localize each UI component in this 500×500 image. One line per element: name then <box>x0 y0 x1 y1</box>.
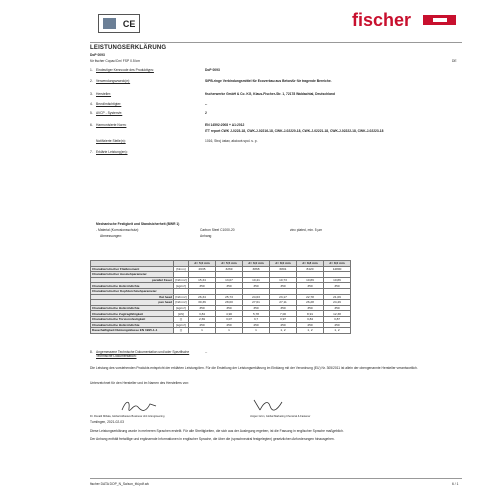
table-cell: 350 <box>270 283 297 289</box>
table-cell: 3,07 <box>216 316 243 322</box>
table-cell: 350 <box>243 283 270 289</box>
row-label: Charakteristische Zugtragfähigkeit <box>91 311 174 317</box>
table-cell: 10,89 <box>297 277 324 283</box>
table-cell: 26,28 <box>297 300 324 306</box>
item-number: 6. <box>90 123 93 127</box>
item-value: DoP 0093 <box>205 68 220 72</box>
table-cell: 5,78 <box>243 311 270 317</box>
item-value: ITT report CWK J-0223-18, CWK-J-02216-18, CWK-J-02220-18, CWK-J-02221-18, CWK-J-02222-18, CWK-J-02223-18 <box>205 129 384 133</box>
table-cell: 3,97 <box>270 316 297 322</box>
item-8-label: Angemessene Technische Dokumentation und/oder Spezifische Technische Dokumentation: <box>96 350 190 358</box>
table-cell: 350 <box>189 305 216 311</box>
item-8-value: -- <box>205 350 208 354</box>
signature-2-icon <box>250 396 286 414</box>
item-label: Verwendungszweck(e): <box>96 79 131 83</box>
dop-number: DoP 0093 <box>90 53 105 57</box>
coating-value: zinc plated, min. 5 µm <box>290 228 323 232</box>
row-unit: [N/mm²] <box>175 278 187 283</box>
signed-for-paragraph: Unterzeichnet für den Hersteller und im Namen des Herstellers von: <box>90 381 189 385</box>
footer-filename: fischer DATA DOP_N_Sa/scn_tfd.pdf.wk <box>90 482 149 486</box>
row-unit: [kg/m³] <box>174 283 189 289</box>
item-label: Eindeutiger Kenncode des Produkttyps: <box>96 68 154 72</box>
column-header: d= 5,5 mm <box>216 261 243 267</box>
row-label: Charakteristische Holzrohdichte <box>91 283 174 289</box>
signature-1-icon <box>120 398 160 414</box>
table-cell: 450 <box>216 322 243 328</box>
document-title: LEISTUNGSERKLÄRUNG <box>90 45 167 51</box>
item-number: 7. <box>90 150 93 154</box>
table-cell: 12,38 <box>324 311 351 317</box>
row-label: Charakteristische Torsionsfestigkeit <box>91 316 174 322</box>
table-cell: 450 <box>297 322 324 328</box>
place-date: Tumlingen, 2021-02-03 <box>90 420 124 424</box>
table-cell: 2635 <box>189 266 216 272</box>
table-cell: 350 <box>243 305 270 311</box>
table-cell: 3,84 <box>189 311 216 317</box>
table-cell: 10,73 <box>270 277 297 283</box>
row-unit: [kg/m³] <box>174 322 189 328</box>
item-label: Erklärte Leistung(en): <box>96 150 128 154</box>
row-unit: [ ] <box>174 316 189 322</box>
brand-logo: fischer <box>352 10 412 30</box>
column-header: d= 8,0 mm <box>270 261 297 267</box>
table-cell: 1, 2 <box>297 328 324 334</box>
row-label: Charakteristischer Ausziehparameter <box>91 272 174 278</box>
table-cell: 10,86 <box>324 277 351 283</box>
signer-2-name: Jürgen Grün, Global Marketing Chemical & Fastener <box>250 415 311 418</box>
item-number: 4. <box>90 102 93 106</box>
table-cell: 8,91 <box>297 311 324 317</box>
row-label: flat head <box>91 294 174 300</box>
table-cell: 14800 <box>324 266 351 272</box>
page-number: 6 / 1 <box>452 482 459 486</box>
footer-divider <box>90 478 462 479</box>
table-cell: 450 <box>189 322 216 328</box>
table-cell: 3868 <box>243 266 270 272</box>
row-unit: [N/mm²] <box>175 300 187 305</box>
table-cell: 28,00 <box>216 300 243 306</box>
table-cell: 350 <box>270 305 297 311</box>
row-label: Dauerhaftigkeit Nutzungsklasse EN 1995-1-1 <box>91 328 174 334</box>
item-number: 1. <box>90 68 93 72</box>
item-value: -- <box>205 102 208 106</box>
item-number: 5. <box>90 111 93 115</box>
annex-note: Der Anhang enthält freiwillige und ergänzende Informationen in englischer Sprache, die über die (sprachneutral festgelegten) gesetzlichen Anforderungen hinausgehen. <box>90 437 335 441</box>
row-unit: [kg/m³] <box>174 305 189 311</box>
table-row <box>91 328 351 334</box>
performance-table <box>90 260 351 334</box>
column-header: d= 8,8 mm <box>297 261 324 267</box>
column-header: d= 5,0 mm <box>189 261 216 267</box>
table-cell: 3269 <box>216 266 243 272</box>
eu-flag-icon <box>103 18 116 29</box>
language-note: Diese Leistungserklärung wurde in mehreren Sprachen erstellt. Für alle Streitigkeiten, die sich aus der Auslegung ergeben, ist die Fassung in englischer Sprache maßgeblich. <box>90 429 344 433</box>
material-label: - Material (Korrosionsschutz): <box>96 228 140 232</box>
row-label: Charakteristischer Kopfdurchziehparameter <box>91 288 174 294</box>
table-cell: 350 <box>324 283 351 289</box>
row-label: Charakteristische Holzrohdichte <box>91 305 174 311</box>
table-cell: 15,34 <box>189 277 216 283</box>
row-unit: [Nmm] <box>174 266 189 272</box>
item-value: 1016, Stroj ústav, akciová spol. s. p. <box>205 139 258 143</box>
row-unit: [kN] <box>174 311 189 317</box>
item-number: 3. <box>90 92 93 96</box>
signer-1-name: Dr. Ronald Mihala, Global Adhesive Business Unit & Engineering <box>90 415 165 418</box>
row-label: parallel Faser <box>91 277 174 283</box>
column-header: d= 6,0 mm <box>243 261 270 267</box>
row-unit: [N/mm²] <box>175 294 187 299</box>
header-divider <box>90 42 462 43</box>
item-value: EN 14592:2008 + A1:2012 <box>205 123 245 127</box>
dimensions-value: Anhang <box>200 234 212 238</box>
table-cell: 3,7 <box>243 316 270 322</box>
item-8-number: 8. <box>90 350 93 354</box>
table-cell: 450 <box>270 322 297 328</box>
table-cell: 350 <box>216 283 243 289</box>
table-cell: 26,34 <box>189 294 216 300</box>
table-cell: 21,09 <box>324 294 351 300</box>
table-cell: 27,61 <box>243 300 270 306</box>
responsibility-paragraph: Die Leistung des vorstehenden Produkts entspricht der erklärten Leistung/den. Für die Erstellung der Leistungserklärung im Einklang mit der Verordnung (EU) Nr. 305/2011 ist allein der obengenannte Hersteller verantwortlich. <box>90 366 418 370</box>
table-cell: 2,69 <box>189 316 216 322</box>
document-subtitle: für fischer Copac/Cm/ FSP 0.5 km <box>90 59 140 63</box>
table-cell: 1, 2 <box>270 328 297 334</box>
table-cell: 350 <box>324 305 351 311</box>
column-header: d= 8,0 mm <box>324 261 351 267</box>
table-cell: 10,41 <box>243 277 270 283</box>
table-cell: 450 <box>243 322 270 328</box>
dimensions-label: Abmessungen: <box>100 234 122 238</box>
table-cell: 1 <box>243 328 270 334</box>
item-value: SiPB-ringe Verbindungsmittel für Ecoverbau aus Beton/ür für tragende Bereiche. <box>205 79 332 83</box>
table-cell: 3,87 <box>324 316 351 322</box>
item-label: Bevollmächtigter: <box>96 102 122 106</box>
table-cell: 22,78 <box>297 294 324 300</box>
table-cell: 13,07 <box>216 277 243 283</box>
table-cell: 350 <box>189 283 216 289</box>
item-value: fischerwerke GmbH & Co. KG, Klaus-Fischer-Str. 1, 72178 Waldachtal, Deutschland <box>205 92 335 96</box>
table-cell: 3,84 <box>297 316 324 322</box>
table-cell: 30,36 <box>189 300 216 306</box>
table-cell: 23,17 <box>270 294 297 300</box>
row-label: pan head <box>91 300 174 306</box>
table-cell: 27,11 <box>270 300 297 306</box>
row-label: Charakteristischer Fließmoment <box>91 266 174 272</box>
table-cell: 350 <box>297 283 324 289</box>
table-cell: 450 <box>324 322 351 328</box>
table-cell: 6801 <box>270 266 297 272</box>
table-cell: 1 <box>216 328 243 334</box>
material-value: Carbon Steel C1000-20 <box>200 228 235 232</box>
item-label: AVCP - System/e: <box>96 111 123 115</box>
brand-logo-bar-icon <box>423 15 456 25</box>
table-cell: 1, 2 <box>324 328 351 334</box>
table-cell: 1 <box>189 328 216 334</box>
table-cell: 8420 <box>297 266 324 272</box>
item-value: 2 <box>205 111 207 115</box>
table-cell: 24,63 <box>243 294 270 300</box>
row-label: Charakteristische Holzrohdichte <box>91 322 174 328</box>
item-label: Harmonisierte Norm: <box>96 123 127 127</box>
language-code: DE <box>452 59 457 63</box>
table-cell: 25,73 <box>216 294 243 300</box>
table-cell: 7,00 <box>270 311 297 317</box>
ce-mark: CE <box>122 18 136 29</box>
item-number: 2. <box>90 79 93 83</box>
table-cell: 24,49 <box>324 300 351 306</box>
item-label: Hersteller: <box>96 92 112 96</box>
row-unit: [ ] <box>174 328 189 334</box>
certification-logo <box>98 14 140 33</box>
item-label: Notifizierte Stelle(n): <box>96 139 126 143</box>
table-cell: 350 <box>297 305 324 311</box>
table-cell: 350 <box>216 305 243 311</box>
table-cell: 4,90 <box>216 311 243 317</box>
section-title: Mechanische Festigkeit und Standsicherheit (BWR 1) <box>96 222 180 226</box>
